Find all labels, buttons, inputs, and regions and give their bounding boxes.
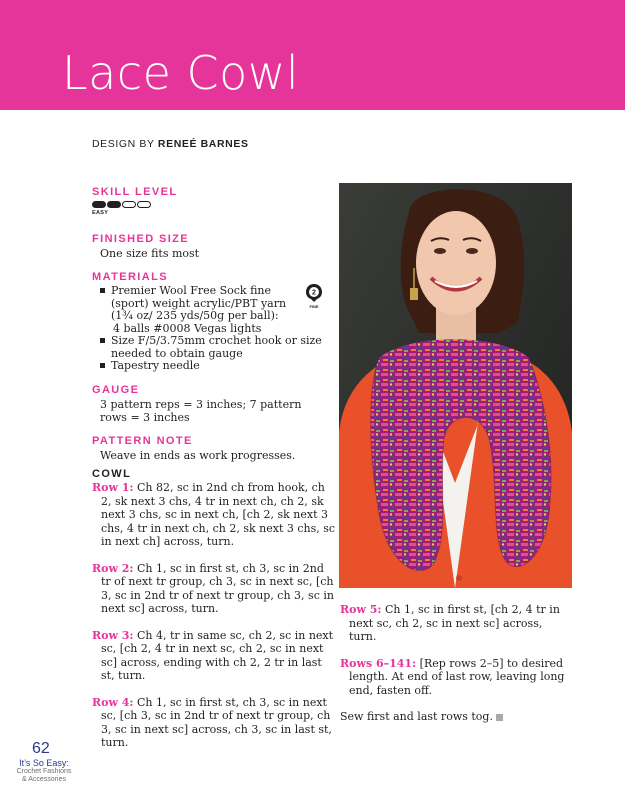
finishing-instruction: Sew first and last rows tog. (340, 710, 572, 724)
yarn-weight-number: 2 (312, 289, 316, 297)
pattern-note-text: Weave in ends as work progresses. (100, 448, 296, 462)
finished-size-heading: FINISHED SIZE (92, 233, 190, 245)
designer-name: RENEÉ BARNES (157, 138, 249, 150)
yarn-weight-label: FINE (309, 304, 319, 309)
skill-bar-3 (122, 201, 136, 208)
row-5-instruction: Row 5: Ch 1, sc in first st, [ch 2, 4 tr in next sc, ch 2, sc in next sc] across, turn. (340, 603, 560, 643)
page-title: Lace Cowl (62, 46, 300, 100)
row-2-instruction: Row 2: Ch 1, sc in first st, ch 3, sc in 2nd tr of next tr group, ch 3, sc in next sc, [ch 3, sc in 2nd tr of next tr group, ch 3, sc in next sc] across, turn. (92, 561, 334, 615)
page-number: 62 (32, 740, 50, 757)
skill-level-graphic (92, 201, 332, 208)
materials-list (92, 285, 305, 323)
book-title-main: It’s So Easy: (19, 758, 69, 768)
skill-level-caption: EASY (92, 210, 109, 216)
end-mark-icon (496, 714, 503, 721)
rows-6-141-instruction: Rows 6–141: [Rep rows 2–5] to desired length. At end of last row, leaving long end, fasten off. (340, 656, 565, 697)
skill-bar-4 (137, 201, 151, 208)
cowl-instructions-right (340, 603, 572, 737)
row-3-instruction: Row 3: Ch 4, tr in same sc, ch 2, sc in next sc, [ch 2, 4 tr in next sc, ch 2, sc in next sc] across, ending with ch 2, 2 tr in last st, turn. (92, 628, 334, 682)
cowl-instructions-left (92, 468, 337, 763)
pattern-note-heading: PATTERN NOTE (92, 434, 193, 447)
skill-bar-1 (92, 201, 106, 208)
book-title-subtitle: Crochet Fashions & Accessories (16, 768, 72, 783)
materials-item-yarn: Premier Wool Free Sock fine (sport) weight acrylic/PBT yarn (1¾ oz/ 235 yds/50g per ball): (100, 285, 305, 323)
book-title (14, 758, 74, 784)
gauge-heading: GAUGE (92, 383, 140, 396)
skill-level-heading: SKILL LEVEL (92, 186, 178, 198)
gauge-text: 3 pattern reps = 3 inches; 7 pattern rows = 3 inches (100, 397, 302, 424)
cowl-heading: COWL (92, 468, 132, 480)
materials-list-cont (92, 335, 330, 373)
row-4-instruction: Row 4: Ch 1, sc in first st, ch 3, sc in next sc, [ch 3, sc in 2nd tr of next tr group, ch 3, sc in next sc] across, ch 3, sc in last st, turn. (92, 695, 332, 749)
yarn-weight-icon (305, 283, 323, 303)
left-column (92, 186, 332, 462)
designer-prefix: DESIGN BY (92, 138, 158, 150)
skill-bar-2 (107, 201, 121, 208)
row-1-instruction: Row 1: Ch 82, sc in 2nd ch from hook, ch 2, sk next 3 chs, 4 tr in next ch, ch 2, sk next 3 chs, sc in next ch, [ch 2, sk next 3 chs, 4 tr in next ch, ch 2, sk next 3 chs, sc in next ch] across, turn. (92, 481, 336, 548)
materials-yarn-quantity: 4 balls #0008 Vegas lights (113, 321, 262, 335)
materials-item-needle: Tapestry needle (100, 360, 330, 373)
model-photo-illustration (339, 183, 572, 588)
title-banner (0, 0, 625, 110)
model-photo (339, 183, 572, 588)
finished-size-text: One size fits most (100, 247, 200, 260)
materials-heading: MATERIALS (92, 271, 168, 283)
designer-credit (92, 138, 249, 150)
materials-item-hook: Size F/5/3.75mm crochet hook or size needed to obtain gauge (100, 335, 330, 360)
